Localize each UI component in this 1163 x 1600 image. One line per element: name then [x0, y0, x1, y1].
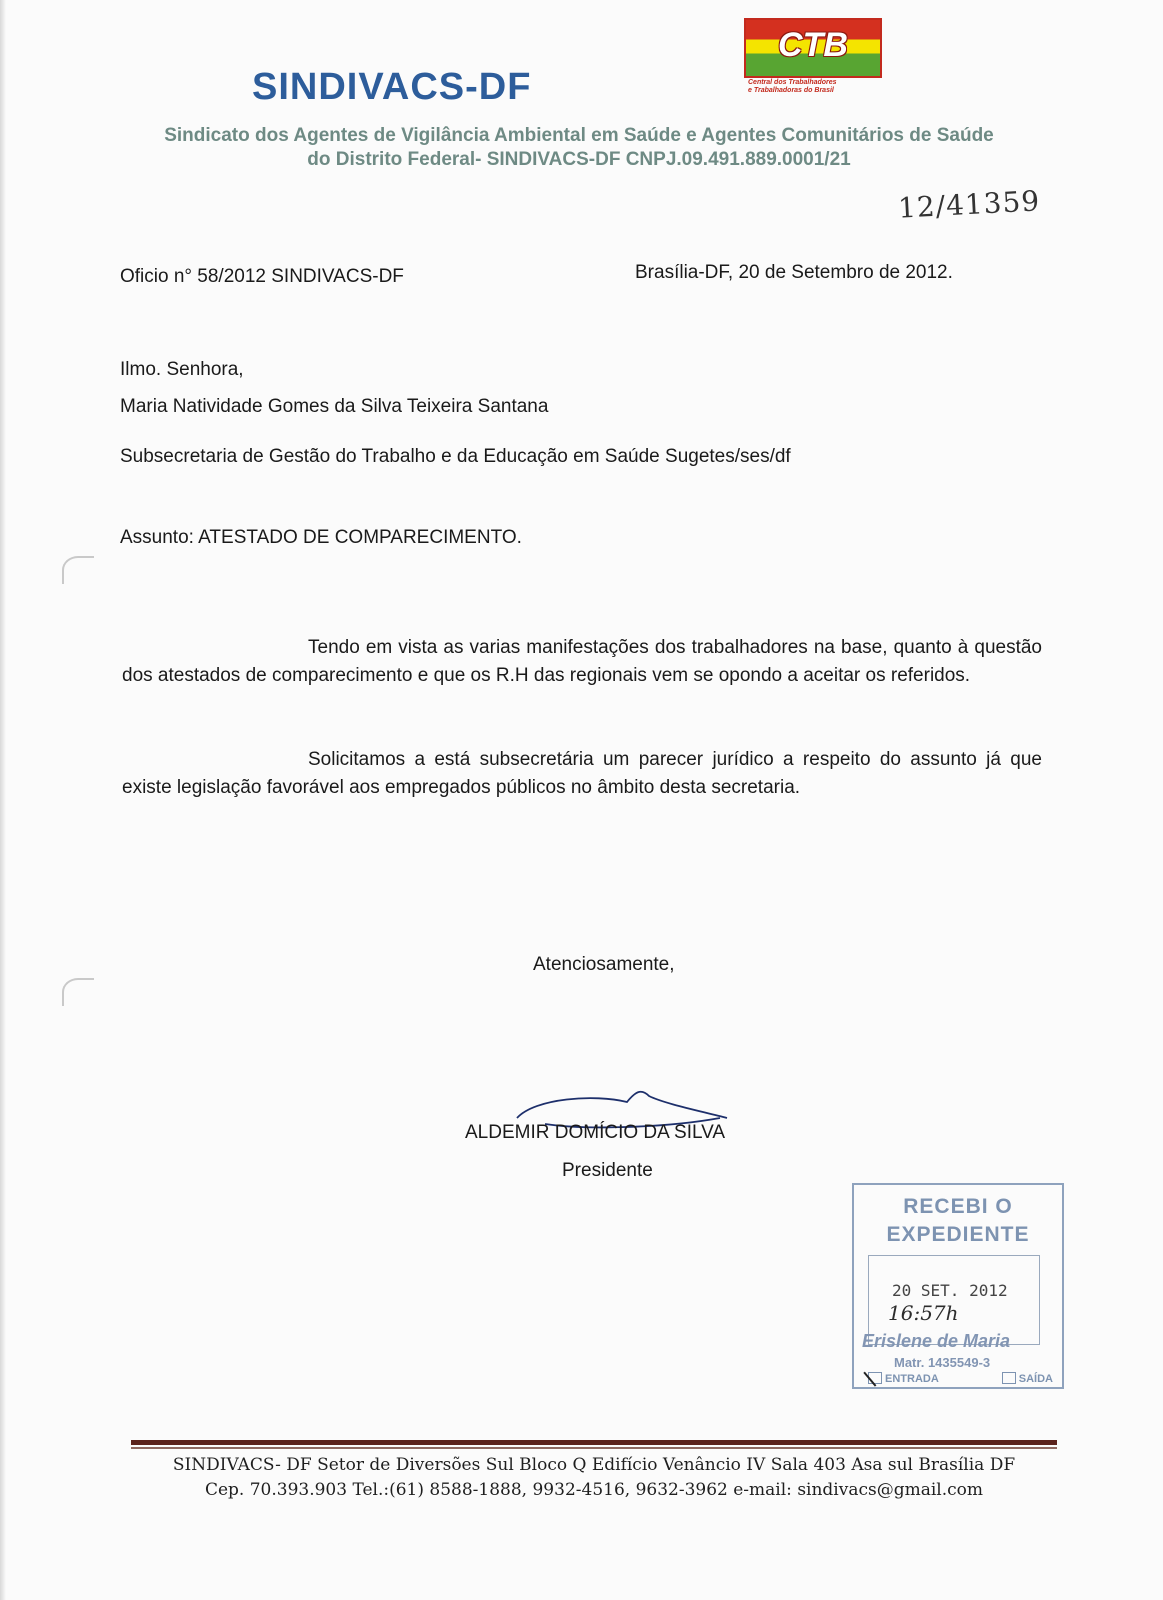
- signatory-name: ALDEMIR DOMÍCIO DA SILVA: [465, 1122, 726, 1143]
- org-full-name: [114, 124, 1044, 172]
- ctb-logo: [744, 18, 882, 92]
- body-paragraph-2-text: Solicitamos a está subsecretária um parecer jurídico a respeito do assunto já que existe legislação favorável aos empregados públicos no âmbito desta secretaria.: [122, 749, 1042, 798]
- received-stamp: [852, 1183, 1064, 1389]
- closing: Atenciosamente,: [533, 954, 675, 975]
- stamp-title: [854, 1193, 1062, 1249]
- body-paragraph-1: [122, 634, 1042, 690]
- footer-rule-thin: [131, 1447, 1057, 1449]
- stamp-receiver-name: Erislene de Maria: [862, 1331, 1011, 1351]
- stamp-title-line1: RECEBI O: [903, 1195, 1013, 1218]
- recipient-name: Maria Natividade Gomes da Silva Teixeira Santana: [120, 396, 549, 417]
- date-place: Brasília-DF, 20 de Setembro de 2012.: [635, 262, 953, 283]
- footer-address: [131, 1453, 1057, 1503]
- checkbox-empty-icon: [1002, 1372, 1016, 1384]
- checkbox-checked-icon: [868, 1372, 882, 1384]
- ctb-logo-subtitle: [748, 79, 882, 95]
- stamp-registration: Matr. 1435549-3: [894, 1355, 991, 1370]
- ctb-logo-text: CTB: [778, 26, 848, 64]
- footer-address-line2: Cep. 70.393.903 Tel.:(61) 8588-1888, 9932-4516, 9632-3962 e-mail: sindivacs@gmail.com: [204, 1480, 984, 1500]
- punch-hole: [62, 978, 94, 1006]
- org-full-name-line2: do Distrito Federal- SINDIVACS-DF CNPJ.09.491.889.0001/21: [307, 149, 851, 170]
- stamp-options: [868, 1372, 1053, 1385]
- punch-hole: [62, 556, 94, 584]
- stamp-option-entry-label: ENTRADA: [885, 1373, 939, 1385]
- footer-address-line1: SINDIVACS- DF Setor de Diversões Sul Bloco Q Edifício Venâncio IV Sala 403 Asa sul Brasília DF: [172, 1455, 1016, 1475]
- stamp-option-entry: [868, 1372, 939, 1385]
- subject-line: Assunto: ATESTADO DE COMPARECIMENTO.: [120, 527, 522, 548]
- footer-rule: [131, 1440, 1057, 1445]
- stamp-handwritten-time: 16:57h: [888, 1301, 959, 1325]
- body-paragraph-2: [122, 746, 1042, 802]
- office-number: Oficio n° 58/2012 SINDIVACS-DF: [120, 266, 404, 287]
- ctb-logo-box: [744, 18, 882, 78]
- org-name: SINDIVACS-DF: [252, 66, 532, 108]
- recipient-department: Subsecretaria de Gestão do Trabalho e da Educação em Saúde Sugetes/ses/df: [120, 446, 791, 467]
- stamp-date: 20 SET. 2012: [892, 1281, 1008, 1300]
- org-full-name-line1: Sindicato dos Agentes de Vigilância Ambiental em Saúde e Agentes Comunitários de Saúde: [164, 125, 994, 146]
- ctb-logo-subtitle-line2: e Trabalhadoras do Brasil: [748, 87, 834, 94]
- page-edge-shadow: [0, 0, 6, 1600]
- stamp-option-exit: [1002, 1372, 1053, 1385]
- stamp-option-exit-label: SAÍDA: [1018, 1373, 1053, 1385]
- body-paragraph-1-text: Tendo em vista as varias manifestações dos trabalhadores na base, quanto à questão dos atestados de comparecimento e que os R.H das regionais vem se opondo a aceitar os referidos.: [122, 637, 1042, 686]
- salutation: Ilmo. Senhora,: [120, 359, 244, 380]
- ctb-logo-subtitle-line1: Central dos Trabalhadores: [748, 79, 837, 86]
- signatory-title: Presidente: [562, 1160, 653, 1181]
- protocol-number: 12/41359: [897, 184, 1041, 225]
- stamp-title-line2: EXPEDIENTE: [886, 1223, 1030, 1246]
